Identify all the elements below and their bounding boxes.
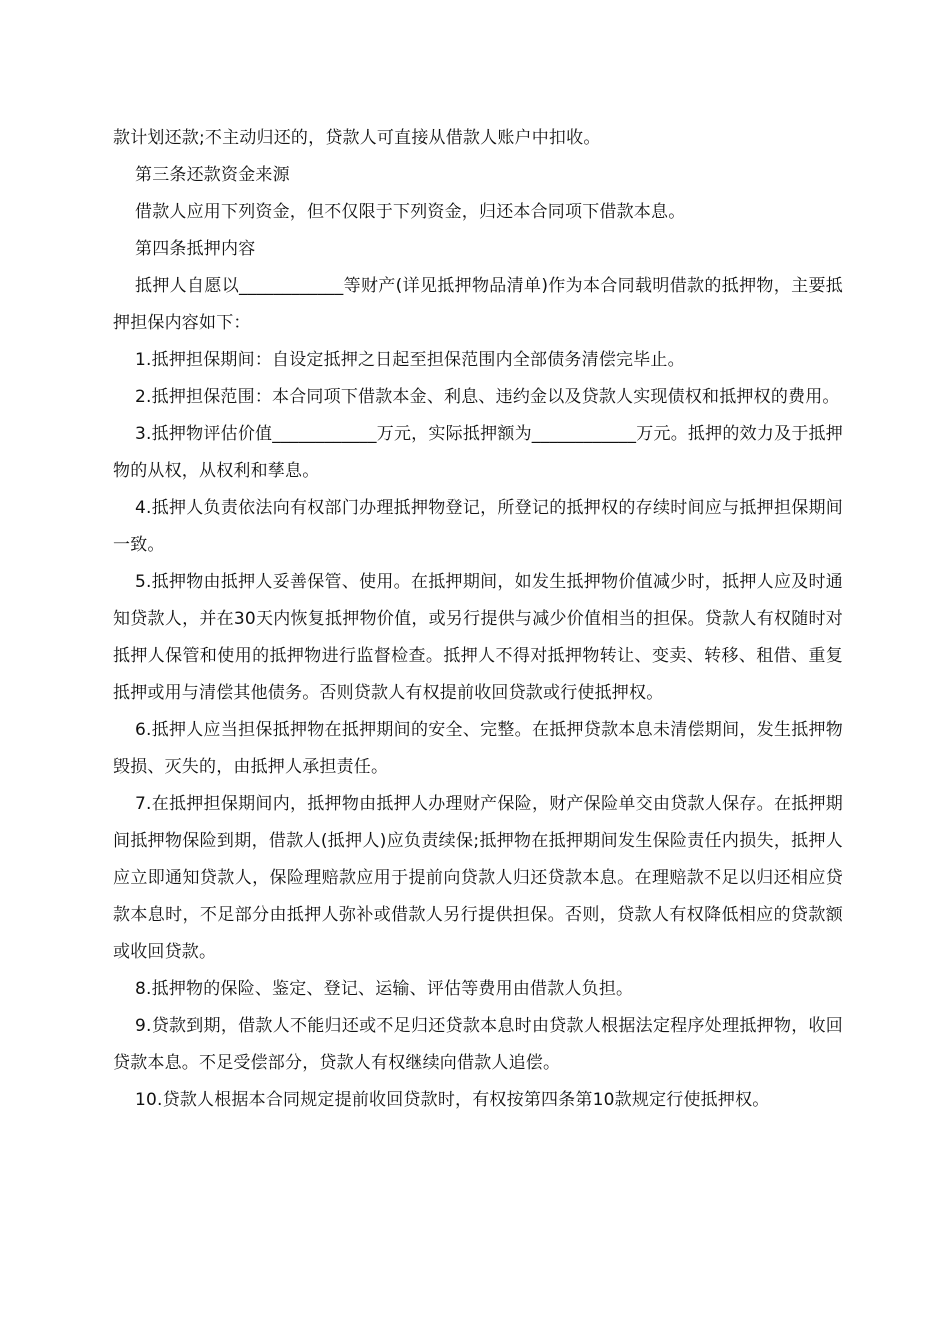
clause-7: 7.在抵押担保期间内，抵押物由抵押人办理财产保险，财产保险单交由贷款人保存。在抵押期间抵押物保险到期，借款人(抵押人)应负责续保;抵押物在抵押期间发生保险责任内损失，抵押人应立即通知贷款人，保险理赔款应用于提前向贷款人归还贷款本息。在理赔款不足以归还相应贷款本息时，不足部分由抵押人弥补或借款人另行提供担保。否则，贷款人有权降低相应的贷款额或收回贷款。 — [113, 794, 843, 962]
article-heading-4: 第四条抵押内容 — [135, 239, 256, 259]
clause-1: 1.抵押担保期间：自设定抵押之日起至担保范围内全部债务清偿完毕止。 — [135, 350, 685, 370]
paragraph-mortgage-intro: 抵押人自愿以____________等财产(详见抵押物品清单)作为本合同载明借款的抵押物，主要抵押担保内容如下： — [113, 276, 843, 333]
paragraph-continuation: 款计划还款;不主动归还的，贷款人可直接从借款人账户中扣收。 — [113, 128, 601, 148]
clause-2: 2.抵押担保范围：本合同项下借款本金、利息、违约金以及贷款人实现债权和抵押权的费用。 — [135, 387, 840, 407]
clause-3: 3.抵押物评估价值____________万元，实际抵押额为____________万元。抵押的效力及于抵押物的从权，从权利和孳息。 — [113, 424, 843, 481]
clause-10: 10.贷款人根据本合同规定提前收回贷款时，有权按第四条第10款规定行使抵押权。 — [135, 1090, 770, 1110]
paragraph-repayment-source: 借款人应用下列资金，但不仅限于下列资金，归还本合同项下借款本息。 — [135, 202, 686, 222]
clause-4: 4.抵押人负责依法向有权部门办理抵押物登记，所登记的抵押权的存续时间应与抵押担保期间一致。 — [113, 498, 843, 555]
clause-5: 5.抵押物由抵押人妥善保管、使用。在抵押期间，如发生抵押物价值减少时，抵押人应及时通知贷款人，并在30天内恢复抵押物价值，或另行提供与减少价值相当的担保。贷款人有权随时对抵押人保管和使用的抵押物进行监督检查。抵押人不得对抵押物转让、变卖、转移、租借、重复抵押或用与清偿其他债务。否则贷款人有权提前收回贷款或行使抵押权。 — [113, 572, 843, 703]
clause-8: 8.抵押物的保险、鉴定、登记、运输、评估等费用由借款人负担。 — [135, 979, 634, 999]
article-heading-3: 第三条还款资金来源 — [135, 165, 290, 185]
document-body — [113, 120, 843, 1119]
clause-6: 6.抵押人应当担保抵押物在抵押期间的安全、完整。在抵押贷款本息未清偿期间，发生抵押物毁损、灭失的，由抵押人承担责任。 — [113, 720, 843, 777]
clause-9: 9.贷款到期，借款人不能归还或不足归还贷款本息时由贷款人根据法定程序处理抵押物，收回贷款本息。不足受偿部分，贷款人有权继续向借款人追偿。 — [113, 1016, 843, 1073]
